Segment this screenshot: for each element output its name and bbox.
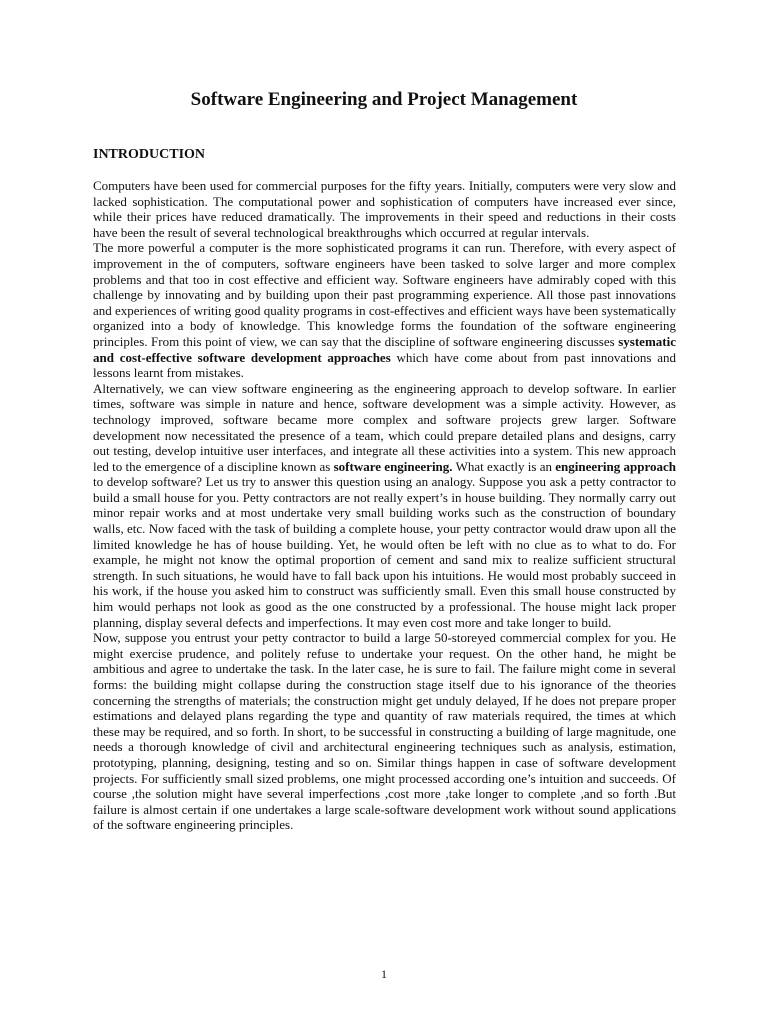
- bold-text-run: software engineering.: [333, 458, 453, 474]
- text-run: which have come about from past innovations and lessons learnt from mistakes.: [93, 349, 676, 381]
- paragraph: [93, 630, 676, 833]
- text-run: The more powerful a computer is the more sophisticated programs it can run. Therefore, with every aspect of improvement in the of computers, software engineers have been tasked to solve larger and more complex problems and that too in cost effective and efficient way. Software engineers have admirably coped with this challenge by innovating and by building upon their past programming experience. All those past innovations and experiences of writing good quality programs in cost-effectives and efficient ways have been systematically organized into a body of knowledge. This knowledge forms the foundation of the software engineering principles. From this point of view, we can say that the discipline of software engineering discusses: [93, 240, 676, 349]
- text-run: Now, suppose you entrust your petty contractor to build a large 50-storeyed commercial complex for you. He might exercise prudence, and politely refuse to undertake your request. On the other hand, he might be ambitious and agree to undertake the task. In the later case, he is sure to fail. The failure might come in several forms: the building might collapse during the construction stage itself due to his ignorance of the theories concerning the strengths of materials; the construction might get unduly delayed, If he does not prepare proper estimations and delayed plans regarding the type and quantity of raw materials required, the times at which these may be required, and so forth. In short, to be successful in constructing a building of large magnitude, one needs a thorough knowledge of civil and architectural engineering techniques such as analysis, estimation, prototyping, planning, designing, testing and so on. Similar things happen in case of software development projects. For sufficiently small sized problems, one might processed according one’s intuition and succeeds. Of course ,the solution might have several imperfections ,cost more ,take longer to complete ,and so forth .But failure is almost certain if one undertakes a large scale-software development work without sound applications of the software engineering principles.: [93, 630, 676, 833]
- page-title: Software Engineering and Project Management: [190, 89, 578, 110]
- page-number: 1: [381, 967, 387, 981]
- text-run: Computers have been used for commercial purposes for the fifty years. Initially, computers were very slow and lacked sophistication. The computational power and sophistication of computers have increased ever since, while their prices have reduced dramatically. The improvements in their speed and reductions in their costs have been the result of several technological breakthroughs which occurred at regular intervals.: [93, 178, 676, 240]
- text-run: Alternatively, we can view software engineering as the engineering approach to develop software. In earlier times, software was simple in nature and hence, software development was a simple activity. However, as technology improved, software became more complex and software projects grew larger. Software development now necessitated the presence of a team, which could prepare detailed plans and designs, carry out testing, develop intuitive user interfaces, and integrate all these activities into a system. This new approach led to the emergence of a discipline known as: [93, 380, 676, 474]
- text-run: to develop software? Let us try to answer this question using an analogy. Suppose you ask a petty contractor to build a small house for you. Petty contractors are not really expert’s in house building. They normally carry out minor repair works and at most undertake very small building works such as the construction of boundary walls, etc. Now faced with the task of building a complete house, your petty contractor would draw upon all the limited knowledge he has of house building. Yet, he would often be left with no clue as to what to do. For example, he might not know the optimal proportion of cement and sand mix to realize sufficient structural strength. In such situations, he would have to fall back upon his intuitions. He would most probably succeed in his work, if the house you asked him to construct was sufficiently small. Even this small house constructed by him would perhaps not look as good as the one constructed by a professional. The house might lack proper planning, display several defects and imperfections. It may even cost more and take longer to build.: [93, 474, 676, 630]
- bold-text-run: engineering approach: [555, 458, 676, 474]
- paragraph: [93, 178, 676, 240]
- bold-text-run: systematic and cost-effective software development approaches: [93, 333, 676, 365]
- section-heading: INTRODUCTION: [93, 147, 206, 162]
- text-run: What exactly is an: [452, 458, 556, 474]
- body-text: [93, 178, 676, 833]
- paragraph: [93, 240, 676, 380]
- paragraph: [93, 381, 676, 631]
